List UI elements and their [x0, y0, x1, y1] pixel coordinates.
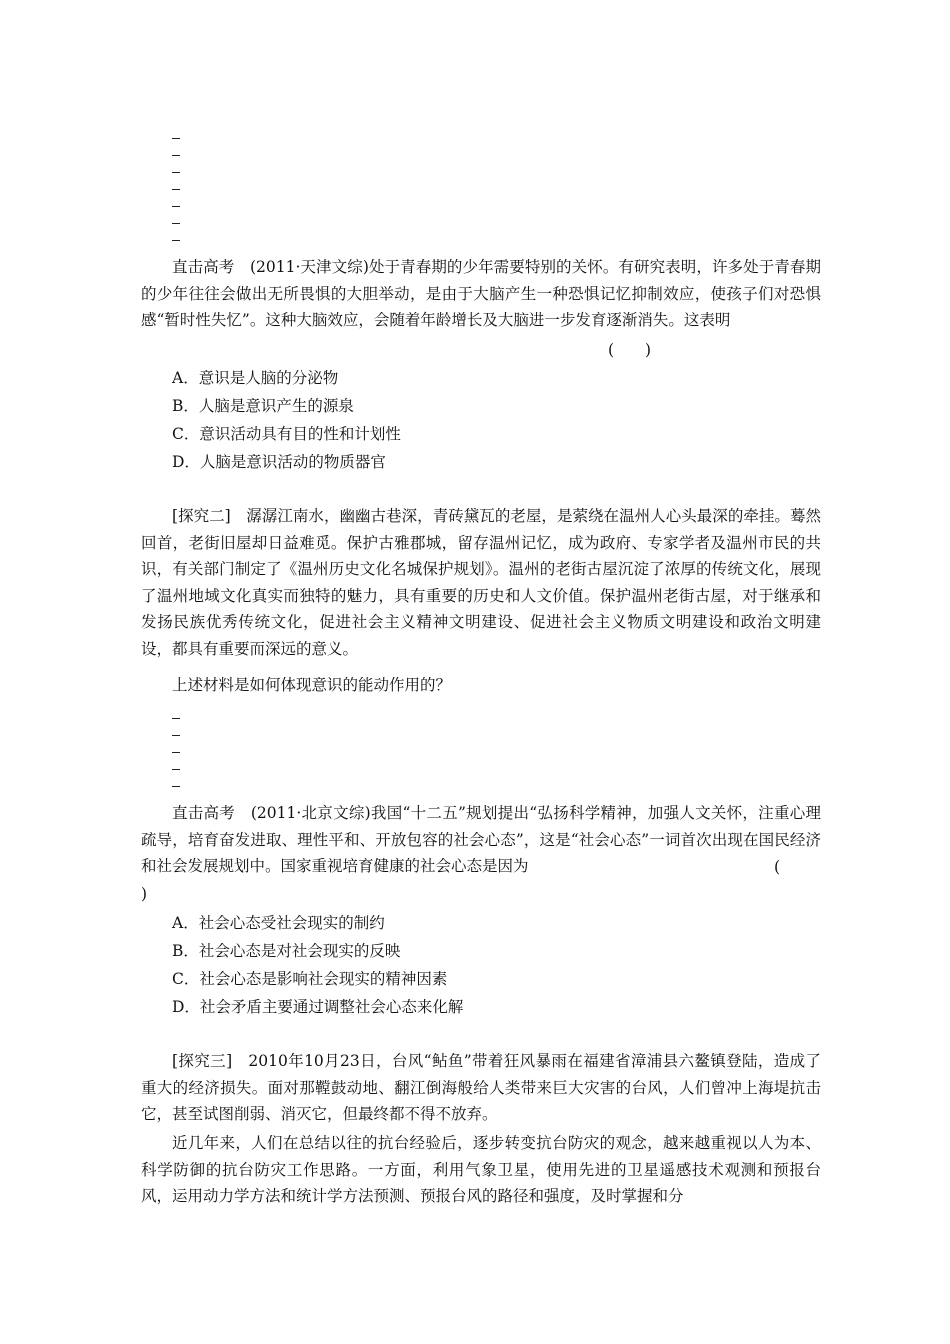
inquiry-2-material: [探究二] 潺潺江南水，幽幽古巷深，青砖黛瓦的老屋，是萦绕在温州人心头最深的牵挂。蓦然回首，老街旧屋却日益难觅。保护古雅郡城，留存温州记忆，成为政府、专家学者及温州市民的共识，有关部门制定了《温州历史文化名城保护规划》。温州的老街古屋沉淀了浓厚的传统文化，展现了温州地域文化真实而独特的魅力，具有重要的历史和人文价值。保护温州老街古屋，对于继承和发扬民族优秀传统文化，促进社会主义精神文明建设、促进社会主义物质文明建设和政治文明建设，都具有重要而深远的意义。: [141, 507, 821, 658]
option-a: A．意识是人脑的分泌物: [172, 369, 339, 387]
answer-blank-line: [172, 718, 180, 719]
option-b: B．社会心态是对社会现实的反映: [172, 942, 401, 960]
option-c: C．社会心态是影响社会现实的精神因素: [172, 970, 448, 988]
answer-parentheses-close: ): [141, 885, 148, 903]
answer-blank-line: [172, 735, 180, 736]
answer-parentheses: ( ): [608, 341, 652, 359]
answer-blank-line: [172, 769, 180, 770]
answer-parentheses-open: (: [774, 858, 781, 876]
inquiry-3-material-p2: 近几年来，人们在总结以往的抗台经验后，逐步转变抗台防灾的观念，越来越重视以人为本、科学防御的抗台防灾工作思路。一方面，利用气象卫星，使用先进的卫星遥感技术观测和预报台风，运用动力学方法和统计学方法预测、预报台风的路径和强度，及时掌握和分: [141, 1134, 821, 1205]
inquiry-2-question: 上述材料是如何体现意识的能动作用的？: [172, 676, 452, 694]
option-c: C．意识活动具有目的性和计划性: [172, 425, 401, 443]
option-b: B．人脑是意识产生的源泉: [172, 397, 354, 415]
answer-blank-line: [172, 138, 180, 139]
inquiry-3-material-p1: [探究三] 2010年10月23日，台风“鲇鱼”带着狂风暴雨在福建省漳浦县六鳌镇登陆，造成了重大的经济损失。面对那鞺鼓动地、翻江倒海般给人类带来巨大灾害的台风，人们曾冲上海堤抗击它，甚至试图削弱、消灭它，但最终都不得不放弃。: [141, 1052, 821, 1123]
question-2-stem: 直击高考 (2011·北京文综)我国“十二五”规划提出“弘扬科学精神，加强人文关怀，注重心理疏导，培育奋发进取、理性平和、开放包容的社会心态”，这是“社会心态”一词首次出现在国民经济和社会发展规划中。国家重视培育健康的社会心态是因为: [141, 804, 821, 875]
option-a: A．社会心态受社会现实的制约: [172, 914, 385, 932]
answer-blank-line: [172, 223, 180, 224]
answer-blank-line: [172, 206, 180, 207]
answer-blank-line: [172, 786, 180, 787]
question-1-stem: 直击高考 (2011·天津文综)处于青春期的少年需要特别的关怀。有研究表明，许多处于青春期的少年往往会做出无所畏惧的大胆举动，是由于大脑产生一种恐惧记忆抑制效应，使孩子们对恐惧感“暂时性失忆”。这种大脑效应，会随着年龄增长及大脑进一步发育逐渐消失。这表明: [141, 258, 821, 329]
answer-blank-line: [172, 155, 180, 156]
answer-blank-line: [172, 189, 180, 190]
answer-blank-line: [172, 240, 180, 241]
answer-blank-line: [172, 752, 180, 753]
option-d: D．社会矛盾主要通过调整社会心态来化解: [172, 998, 464, 1016]
option-d: D．人脑是意识活动的物质器官: [172, 453, 386, 471]
answer-blank-line: [172, 172, 180, 173]
